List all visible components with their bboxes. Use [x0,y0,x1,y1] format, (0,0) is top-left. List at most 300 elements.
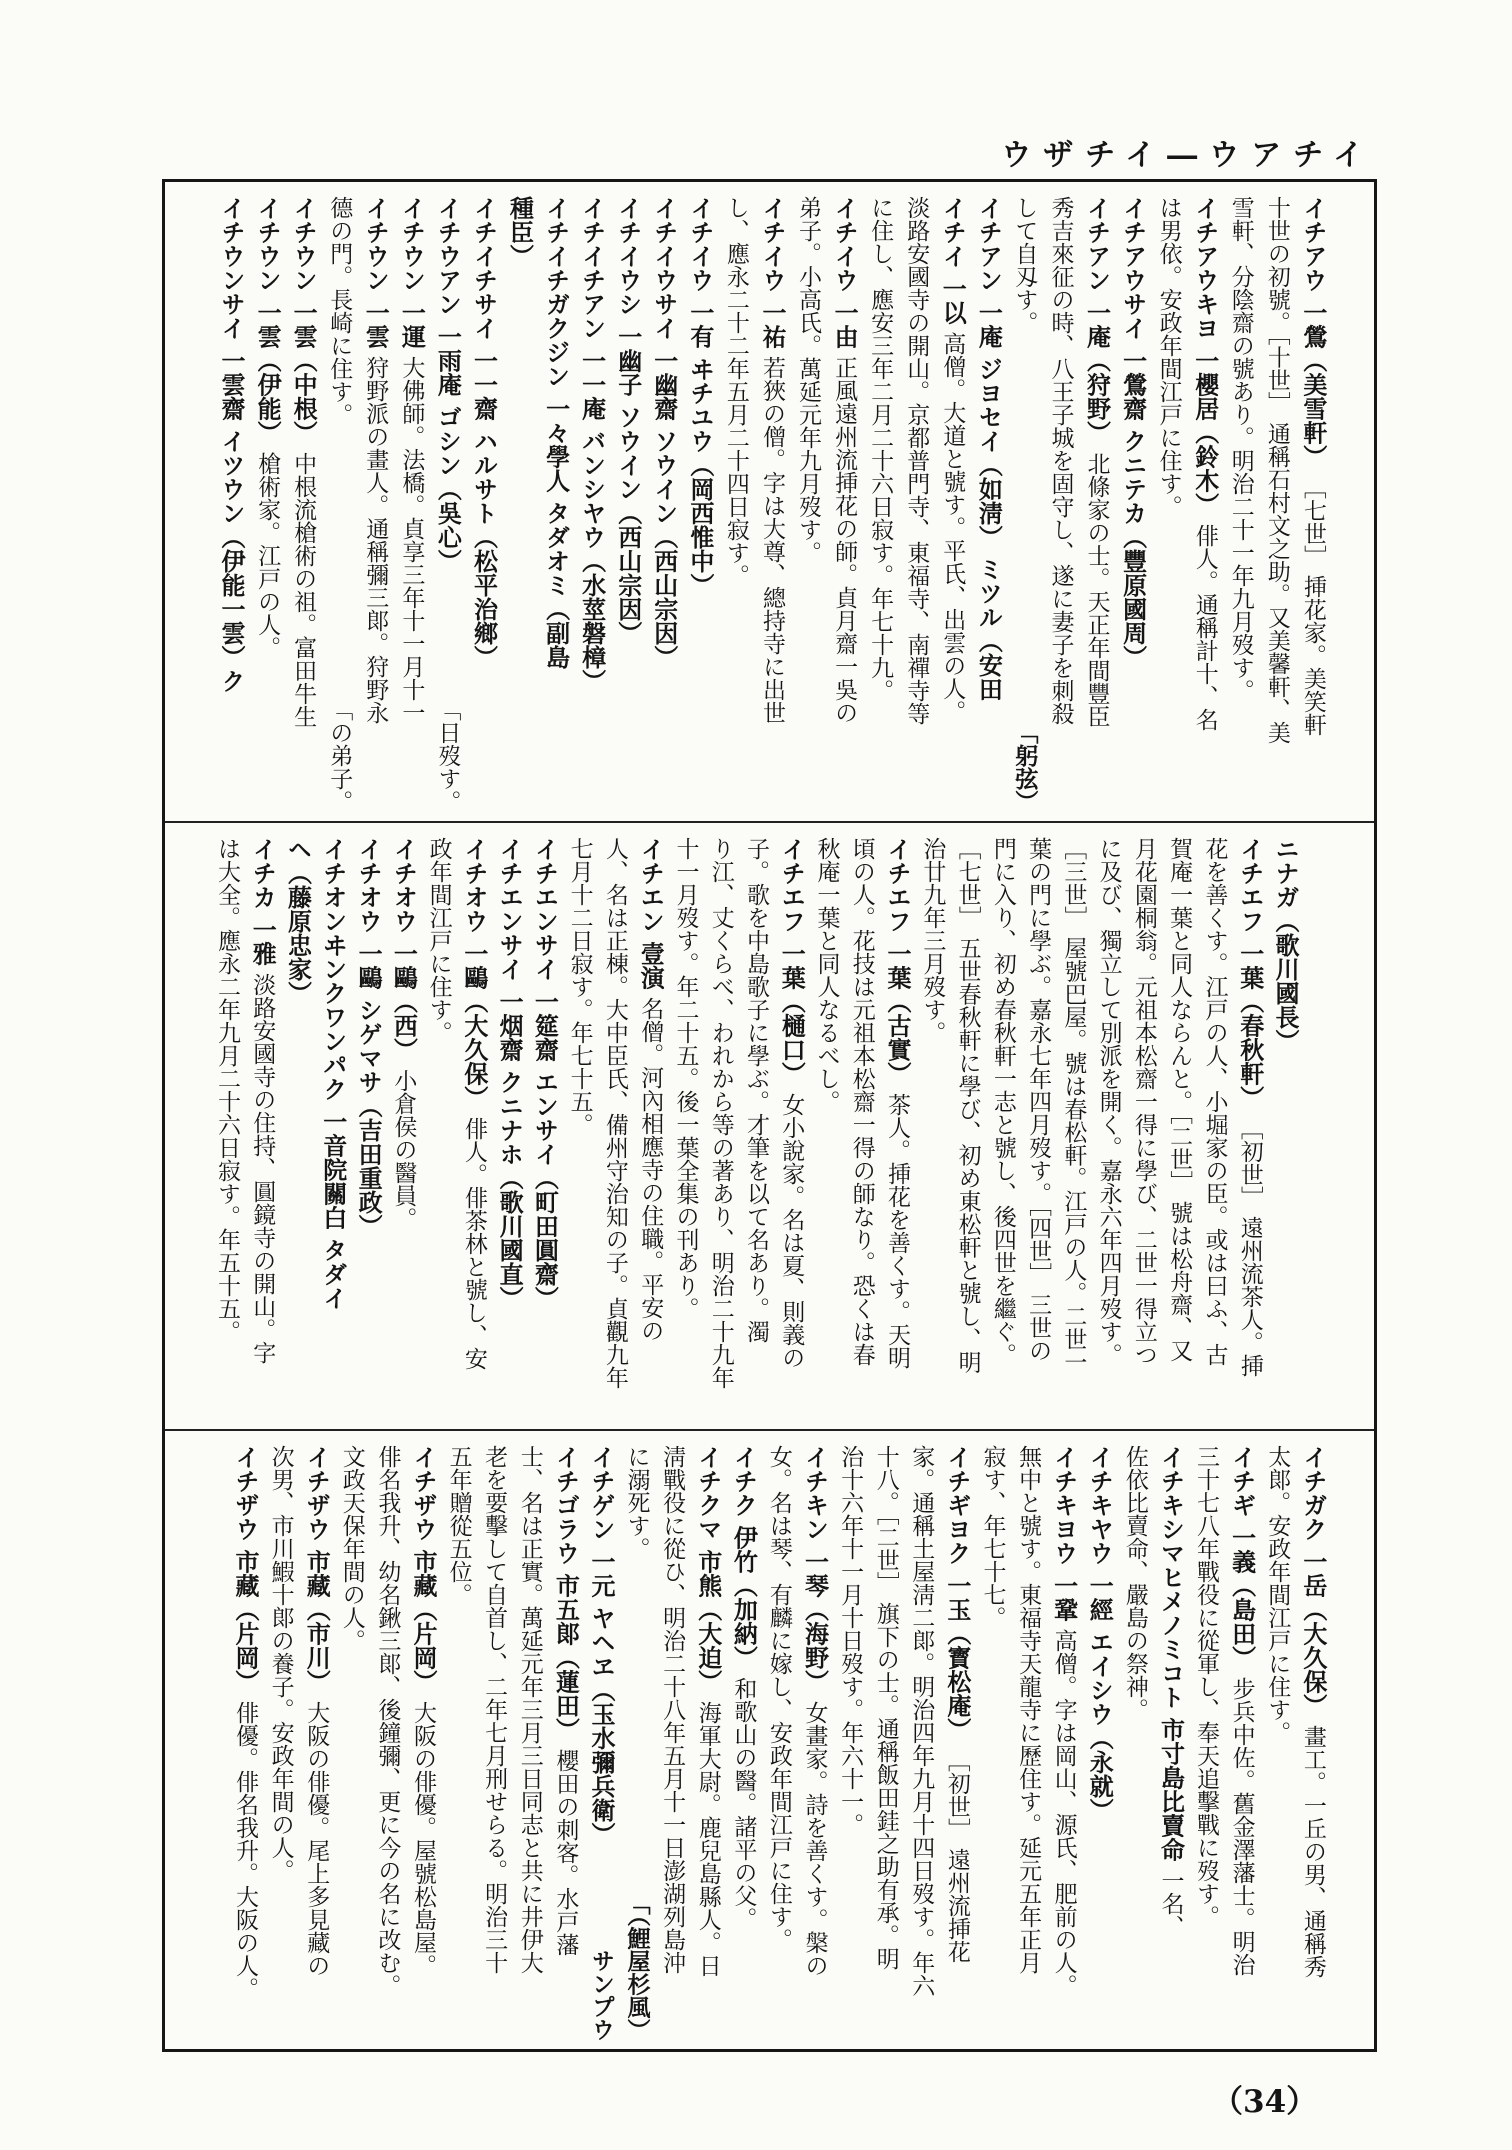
column-line [1225,1445,1259,1976]
entry-text: ［初世］ 遠州流茶人。挿 [1236,1109,1263,1377]
text-column [394,196,428,813]
text-column [457,837,491,1421]
text-column [726,1445,760,2041]
column-line [1021,837,1055,1362]
entry-headword: イチクマ 市熊（大迫） [693,1445,723,1694]
text-column [880,837,914,1421]
entry-headword: イチイウ 一有 ヰチユウ（岡西惟中） [685,196,715,597]
text-column [548,1445,582,2041]
column-line [951,837,985,1373]
entry-headword: イチザウ 市藏（片岡） [408,1445,438,1694]
column-line [726,1445,760,1930]
column-line [1233,837,1267,1377]
entry-headword: イチエンサイ 一筵齋 エンサイ（町田圓齋） [530,837,560,1310]
text-column [869,1445,903,2041]
entry-text: 女畫家。詩を善くす。槃の [801,1693,828,1977]
text-column [704,837,738,1421]
column-line [704,837,738,1389]
column-line [845,837,879,1366]
text-column [810,837,844,1421]
entry-headword: イチアウ 一鶯（美雪軒） [1298,196,1328,469]
entry-text: り江、丈くらべ、われから等の著あり、明治二十九年 [707,837,734,1389]
text-column [719,196,753,813]
column-line [1260,196,1294,744]
text-column [863,196,897,813]
column-line [915,837,949,1044]
text-column [1080,196,1114,813]
column-line [880,837,914,1369]
entry-text: に溺死す。 [623,1445,650,1560]
entry-text: 花を善くす。江戸の人、小堀家の臣。或は曰ふ、古 [1201,837,1228,1366]
entry-text: 狩野派の畫人。通稱彌三郞。狩野永 [362,348,389,724]
column-line [611,196,645,645]
text-column [1260,1445,1294,2041]
text-column [904,1445,938,2041]
column-line [527,837,561,1310]
column-line [899,196,933,725]
text-column [1152,196,1186,813]
column-line [904,1445,938,1997]
column-line [633,837,667,1342]
entry-text: 和歌山の醫。諸平の父。 [730,1669,757,1930]
text-column [1268,837,1302,1421]
column-line [548,1445,582,1956]
text-column [833,1445,867,2041]
text-column [1188,196,1222,813]
column-line [1152,196,1186,518]
entry-text: 淡路安國寺の開山。京都普門寺、東福寺、南禪寺等 [903,196,930,725]
text-column [442,1445,476,2041]
column-line [620,1445,654,1560]
entry-text: 小倉侯の醫員。 [390,1061,417,1230]
text-column [386,837,420,1421]
column-line [250,196,284,659]
column-line [1118,1445,1152,1721]
text-column [1082,1445,1116,2041]
entry-headword: イチイウシ 一幽子 ソウイン（西山宗因） [613,196,643,645]
entries-frame [162,179,1377,2052]
entry-headword: イチイウ 一祐 [757,196,787,349]
entry-text: 淸戰役に從ひ、明治二十八年五月十一日澎湖列島沖 [659,1445,686,1974]
column-line [1011,1445,1045,1974]
entry-text: 步兵中佐。舊金澤藩士。明治 [1228,1669,1255,1976]
column-line [668,837,702,1320]
entry-headword: イチカ 一雅 [248,837,278,966]
entry-text: 三十七八年戰役に從軍し、奉天追擊戰に歿す。 [1193,1445,1220,1928]
entry-headword: イチイウ 一由 [830,196,860,349]
column-line [442,1445,476,1606]
entry-text: 北條家の士。天正年間豐臣 [1083,444,1110,728]
text-column [575,196,609,813]
text-column [1047,1445,1081,2041]
entry-text: 賀庵一葉と同人ならんと。［二世］ 號は松舟齋、又 [1166,837,1193,1362]
entry-headword: イチウン 一雲（伊能） [253,196,283,445]
entry-headword: イチアウサイ 一鶯齋 クニテカ（豐原國周） [1118,196,1148,669]
entry-headword: イチキシマヒメノミコト 市寸島比賣命 [1156,1445,1186,1862]
entry-headword: イチガク 一岳（大久保） [1298,1445,1328,1718]
column-line [719,196,753,587]
entries-band-top [165,182,1374,823]
entry-text: 名僧。河內相應寺の住職。平安の [637,989,664,1342]
text-column [214,196,248,813]
column-line [940,1445,974,1963]
column-line [1153,1445,1187,1938]
entry-text: 槍術家。江戸の人。 [254,444,281,659]
entry-text: 弟子。小高氏。萬延元年九月歿す。 [795,196,821,564]
column-line [833,1445,867,1836]
entry-headword: イチオンヰンクワンパク 一音院關白 タダイ [318,837,348,1310]
column-line [1268,837,1302,1053]
text-column [250,196,284,813]
entry-headword: イチウンサイ 一雲齋 イツウン（伊能一雲）ク [217,196,246,693]
entry-text: ［初世］ 遠州流挿花 [943,1741,970,1963]
text-column [791,196,825,813]
column-line [1188,196,1222,731]
entry-headword: イチキヤウ 一經 エイシウ（永就） [1085,1445,1115,1822]
text-column [351,837,385,1421]
column-line [739,837,773,1343]
entry-text: 櫻田の刺客。水戸藩 [552,1741,579,1956]
entry-text: 人、名は正棟。大中臣氏、備州守治知の子。貞觀九年 [601,837,628,1389]
entry-text: 士、名は正實。萬延元年三月三日同志と共に井伊大 [516,1445,543,1974]
column-line [351,837,385,1238]
page-number: （34） [1212,2084,1318,2120]
text-column [975,1445,1009,2041]
entry-text: に及び、獨立して別派を開く。嘉永六年四月歿す。 [1095,837,1122,1366]
column-line [492,837,526,1310]
entry-text: 德の門。長崎に住す。 [326,196,353,426]
entry-text: 俳人。通稱計十、名 [1191,516,1218,731]
entry-headword: イチウン 一雲 [361,196,391,349]
entry-text: 海軍大尉。鹿兒島縣人。日 [694,1693,721,1977]
entry-headword: イチエフ 一葉（樋口） [777,837,807,1086]
column-line [971,196,1005,701]
entry-headword: イチギ 一義（島田） [1227,1445,1257,1670]
entry-headword: イチギヨク 一玉（寳松庵） [942,1445,972,1742]
text-column [316,837,350,1421]
column-line [1080,196,1114,728]
column-line [245,837,279,1364]
entry-text: ［七世］ 五世春秋軒に學び、初め東松軒と號し、明 [954,837,981,1374]
text-column [1153,1445,1187,2041]
text-column [691,1445,725,2041]
entry-text: し、應永二十二年五月二十四日寂す。 [722,196,749,587]
text-column [1162,837,1196,1421]
entry-headword: イチオウ 一鷗（西） [389,837,419,1062]
entry-text: 治廿九年三月歿す。 [919,837,946,1044]
entry-text: 治十六年十一月十日歿す。年六十一。 [837,1445,864,1836]
entry-text: 大阪の俳優。尾上多見藏の [303,1693,330,1977]
column-line [1296,196,1330,736]
text-column [1296,196,1330,813]
running-header: イチアウ―イチザウ [1001,138,1375,173]
text-column [422,837,456,1421]
text-column [1189,1445,1223,2041]
entry-headword: イチイチサイ 一一齋 ハルサト（松平治鄉） [469,196,499,669]
entry-headword: イチエン 壹演 [636,837,666,990]
entry-text: 女小說家。名は夏、則義の [778,1085,805,1369]
column-line [798,1445,832,1977]
entry-text: 葉の門に學ぶ。嘉永七年四月歿す。［四世］ 三世の [1025,837,1052,1362]
column-line [683,196,717,597]
column-line [1043,196,1077,725]
text-column [584,1445,618,2041]
text-column [1233,837,1267,1421]
entry-text: 太郞。安政年間江戸に住す。 [1264,1445,1291,1744]
entry-text: 若狹の僧。字は大尊、總持寺に出世 [758,348,785,724]
entry-text: ［七世］ 挿花家。美笑軒 [1299,468,1326,736]
text-column [539,196,573,813]
entry-headword: イチキヨウ 一鞏 [1049,1445,1079,1622]
column-line [598,837,632,1389]
column-line [210,837,244,1343]
entry-text: 中根流槍術の祖。富田牛生 [290,444,317,728]
entry-headword: イチイウサイ 一幽齋 ソウイン（西山宗因） [649,196,679,669]
text-column [492,837,526,1421]
column-line [386,837,420,1230]
text-column [755,196,789,813]
entry-text: 俳優。俳名我升。大阪の人。 [232,1693,258,2000]
continuation-headword: 「（鯉屋杉風） [623,1891,651,2041]
column-line [1127,837,1161,1366]
entry-headword: ヘ（藤原忠家） [283,837,313,1005]
column-line [1007,196,1041,334]
entry-text: に住し、應安三年二月二十六日寂す。年七十九。 [867,196,894,702]
entry-text: 文政天保年間の人。 [338,1445,365,1652]
text-column [971,196,1005,813]
entry-headword: イチアン 一庵 ジヨセイ（如淸） ミツル（安田 [974,196,1004,702]
entry-text: 大佛師。法橋。貞享三年十一月十一 [398,348,425,724]
text-column [655,1445,689,2041]
column-line [1197,837,1231,1366]
column-line [986,837,1020,1366]
entry-text: 頃の人。花技は元祖本松齋一得の師なり。恐くは春 [848,837,875,1366]
column-line [827,196,861,724]
entry-text: 月花園桐翁。元祖本松齋一得に學び、二世一得立つ [1130,837,1157,1366]
entry-headword: イチゲン 一元 ヤヘヱ（玉水彌兵衛） [586,1445,616,1846]
entry-text: 寂す、年七十七。 [979,1445,1006,1629]
text-column [1056,837,1090,1421]
entry-text: 俳人。俳茶林と號し、安 [460,1109,487,1370]
column-line [422,837,456,1044]
entry-text: 政年間江戸に住す。 [425,837,452,1044]
text-column [774,837,808,1421]
entry-text: 秋庵一葉と同人なるべし。 [813,837,840,1113]
column-line [975,1445,1009,1629]
column-line [214,196,248,693]
entry-text: 高僧。字は岡山、源氏、肥前の人。 [1050,1621,1077,1997]
continuation-headword: サンプウ [587,1949,615,2041]
column-line [755,196,789,724]
entry-headword: イチキン 一琴（海野） [800,1445,830,1694]
entry-headword: イチイ 一以 [938,196,968,325]
column-line [1260,1445,1294,1744]
column-line [1296,1445,1330,1978]
text-column [513,1445,547,2041]
text-column [245,837,279,1421]
column-line [935,196,969,723]
column-line [299,1445,333,1977]
entry-text: は大全。應永二年九月二十六日寂す。年五十五。 [214,837,240,1343]
text-column [1224,196,1258,813]
column-line [869,1445,903,1970]
text-column [264,1445,298,2041]
text-column [430,196,464,813]
text-column [1197,837,1231,1421]
column-line [228,1445,262,2000]
entries-band-middle [165,823,1374,1431]
text-column [899,196,933,813]
entry-text: 佐依比賣命、嚴島の祭神。 [1121,1445,1148,1721]
continuation-text: 「の弟子。 [326,698,353,813]
entry-text: 五年贈從五位。 [445,1445,472,1606]
text-column [611,196,645,813]
column-line [1082,1445,1116,1822]
text-column [286,196,320,813]
entry-headword: イチオウ 一鷗（大久保） [459,837,489,1110]
text-column [986,837,1020,1421]
column-line [1047,1445,1081,1997]
entry-text: 秀吉來征の時、八王子城を固守し、遂に妻子を刺殺 [1047,196,1074,725]
entry-headword: イチウアン 一雨庵 ゴシン（吳心） [433,196,463,573]
text-column [1007,196,1041,813]
entry-headword: ニナガ（歌川國長） [1270,837,1300,1053]
entry-text: ［三世］ 屋號巴屋。號は春松軒。江戸の人。二世一 [1060,837,1087,1374]
column-line [1092,837,1126,1366]
text-column [633,837,667,1421]
column-line [316,837,350,1310]
entry-text: 十八。［二世］ 旗下の士。通稱飯田銈之助有承。明 [872,1445,899,1970]
column-line [563,837,597,1136]
column-line [477,1445,511,1974]
entry-text: 一名、 [1157,1861,1184,1938]
text-column [739,837,773,1421]
entry-text: 家。通稱土屋淸二郞。明治四年九月十四日歿す。年六 [908,1445,935,1997]
continuation-text: 「日歿す。 [434,698,461,813]
column-line [503,196,537,268]
entry-headword: イチエフ 一葉（春秋軒） [1235,837,1265,1110]
column-line [863,196,897,702]
entry-headword: イチウン 一運 [397,196,427,349]
column-line [358,196,392,724]
entry-text: 無中と號す。東福寺天龍寺に歷住す。延元五年正月 [1015,1445,1042,1974]
text-column [1011,1445,1045,2041]
text-column [1043,196,1077,813]
entry-text: 雪軒、分陰齋の號あり。明治二十一年九月歿す。 [1227,196,1254,702]
entry-text: 十一月歿す。年二十五。後一葉全集の刊あり。 [672,837,699,1320]
column-line [1116,196,1150,669]
entry-text: 老を要擊して自首し、二年七月刑せらる。明治三十 [481,1445,508,1974]
text-column [827,196,861,813]
text-column [1127,837,1161,1421]
entry-headword: イチウン 一雲（中根） [289,196,319,445]
text-column [683,196,717,813]
text-column [370,1445,404,2041]
text-column [951,837,985,1421]
entry-headword: イチゴラウ 市五郞（蓮田） [551,1445,581,1742]
text-column [1092,837,1126,1421]
text-column [406,1445,440,2041]
column-line [513,1445,547,1974]
column-line [1162,837,1196,1362]
column-line [584,1445,618,1846]
entry-text: 門に入り、初め春秋軒一志と號し、後四世を繼ぐ。 [989,837,1016,1366]
text-column [1118,1445,1152,2041]
entry-headword: イチザウ 市藏（市川） [302,1445,332,1694]
text-column [1116,196,1150,813]
text-column [228,1445,262,2041]
column-line [335,1445,369,1652]
column-line [281,837,315,1005]
text-column [940,1445,974,2041]
column-line [810,837,844,1113]
entry-text: 正風遠州流挿花の師。貞月齋一吳の [831,348,858,724]
entry-headword: イチエフ 一葉（古實） [883,837,913,1086]
entry-headword: 種臣） [505,196,535,268]
column-line [1189,1445,1223,1928]
column-line [539,196,573,669]
entry-text: 大阪の俳優。屋號松島屋。 [409,1693,436,1977]
text-column [935,196,969,813]
text-column [503,196,537,813]
text-column [335,1445,369,2041]
column-line [655,1445,689,1974]
column-line [762,1445,796,1951]
text-column [845,837,879,1421]
entry-headword: イチエンサイ 一烟齋 クニナホ（歌川國直） [495,837,525,1310]
text-column [281,837,315,1421]
text-column [1296,1445,1330,2041]
text-column [647,196,681,813]
entry-headword: イチオウ 一鷗 シゲマサ（吉田重政） [354,837,384,1238]
text-column [915,837,949,1421]
text-column [668,837,702,1421]
column-line [791,196,825,564]
entry-headword: イチイチガクジン 一々學人 タダオミ（副島 [541,196,571,669]
column-line [647,196,681,669]
text-column [322,196,356,813]
text-column [1225,1445,1259,2041]
text-column [477,1445,511,2041]
column-line [457,837,491,1370]
entry-text: 子。歌を中島歌子に學ぶ。才筆を以て名あり。濁 [742,837,769,1343]
column-line [406,1445,440,1977]
column-line [1056,837,1090,1373]
entry-text: は男依。安政年間江戸に住す。 [1155,196,1182,518]
column-line [264,1445,298,1882]
continuation-headword: 「躬弦） [1011,721,1039,813]
entry-text: 俳名我升、幼名鍬三郞、後鐘彌、更に今の名に改む。 [374,1445,401,1997]
text-column [563,837,597,1421]
text-column [620,1445,654,2041]
entry-headword: イチザウ 市藏（片岡） [231,1445,260,1694]
entry-text: 七月十二日寂す。年七十五。 [566,837,593,1136]
text-column [299,1445,333,2041]
text-column [358,196,392,813]
text-column [466,196,500,813]
column-line [1224,196,1258,702]
column-line [466,196,500,669]
entry-text: 茶人。挿花を善くす。天明 [884,1085,911,1369]
entry-text: 淡路安國寺の住持、圓鏡寺の開山。字 [249,965,276,1364]
column-line [430,196,464,573]
entries-band-bottom [165,1431,1374,2049]
text-column [598,837,632,1421]
entry-text: 次男、市川鰕十郞の養子。安政年間の人。 [267,1445,294,1882]
column-line [322,196,356,426]
column-line [774,837,808,1369]
column-line [370,1445,404,1997]
